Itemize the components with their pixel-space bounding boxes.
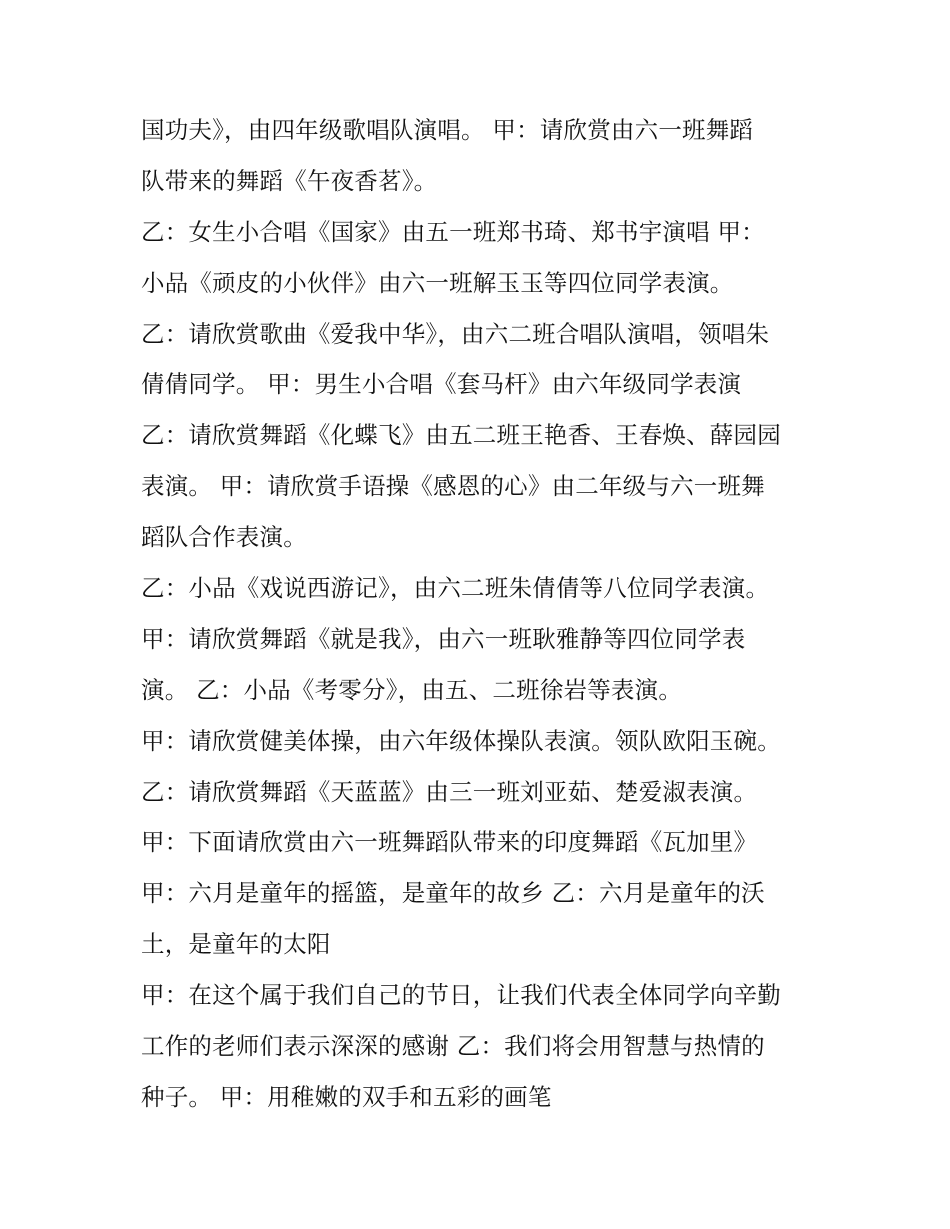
text-line: 倩倩同学。 甲：男生小合唱《套马杆》由六年级同学表演 xyxy=(141,370,742,399)
text-line: 小品《顽皮的小伙伴》由六一班解玉玉等四位同学表演。 xyxy=(141,268,734,297)
text-line: 种子。 甲：用稚嫩的双手和五彩的画笔 xyxy=(141,1082,552,1111)
text-line: 蹈队合作表演。 xyxy=(141,523,307,552)
text-line: 甲：六月是童年的摇篮，是童年的故乡 乙：六月是童年的沃 xyxy=(141,879,765,908)
text-line: 乙：请欣赏舞蹈《化蝶飞》由五二班王艳香、王春焕、薛园园 xyxy=(141,421,781,450)
text-line: 国功夫》，由四年级歌唱队演唱。 甲：请欣赏由六一班舞蹈 xyxy=(141,116,754,144)
document-body xyxy=(141,112,831,1130)
text-line: 甲：下面请欣赏由六一班舞蹈队带来的印度舞蹈《瓦加里》 xyxy=(141,828,758,857)
text-line: 表演。 甲：请欣赏手语操《感恩的心》由二年级与六一班舞 xyxy=(141,472,765,501)
text-line: 乙：小品《戏说西游记》，由六二班朱倩倩等八位同学表演。 xyxy=(141,574,770,603)
text-line: 乙：请欣赏舞蹈《天蓝蓝》由三一班刘亚茹、楚爱淑表演。 xyxy=(141,777,758,806)
text-line: 甲：在这个属于我们自己的节日，让我们代表全体同学向辛勤 xyxy=(141,981,781,1010)
text-line: 乙：请欣赏歌曲《爱我中华》，由六二班合唱队演唱，领唱朱 xyxy=(141,319,770,348)
text-line: 演。 乙：小品《考零分》，由五、二班徐岩等表演。 xyxy=(141,675,683,704)
text-line: 乙：女生小合唱《国家》由五一班郑书琦、郑书宇演唱 甲： xyxy=(141,217,765,246)
text-line: 甲：请欣赏舞蹈《就是我》，由六一班耿雅静等四位同学表 xyxy=(141,624,746,653)
text-line: 队带来的舞蹈《午夜香茗》。 xyxy=(141,166,438,195)
text-line: 工作的老师们表示深深的感谢 乙：我们将会用智慧与热情的 xyxy=(141,1032,765,1061)
text-line: 甲：请欣赏健美体操，由六年级体操队表演。领队欧阳玉碗。 xyxy=(141,726,781,755)
text-line: 土，是童年的太阳 xyxy=(141,930,331,959)
